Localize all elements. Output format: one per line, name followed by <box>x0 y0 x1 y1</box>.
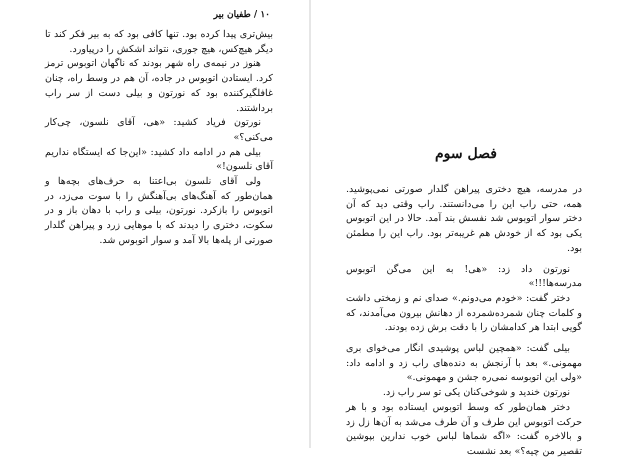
paragraph: بیش‌تری پیدا کرده بود. تنها کافی بود که به بیر فکر کند تا دیگر هیچ‌کس، هیچ جوری، نتواند اشکش را درپیاورد. <box>45 29 273 55</box>
right-page <box>311 0 621 457</box>
left-page-body <box>45 28 273 249</box>
paragraph: در مدرسه، هیچ دختری پیراهن گلدار صورتی نمی‌پوشید. همه، حتی راب این را می‌دانستند. راب وقتی دید که آن دختر سوار اتوبوس شد نفسش بند آمد. حالا در این اتوبوس یکی بود که از خودش هم غریبه‌تر بود. راب این را مطمئن بود. <box>346 184 582 254</box>
paragraph: دختر همان‌طور که وسط اتوبوس ایستاده بود و با هر حرکت اتوبوس این طرف و آن طرف می‌شد به آن‌ها زل زد و بالاخره گفت: «اگه شماها لباس خوب ندارین بپوشین تقصیر من چیه؟» بعد نشست <box>346 401 582 457</box>
header-text: ۱۰ / طفیان بیر <box>213 10 270 20</box>
chapter-title: فصل سوم <box>435 146 497 162</box>
left-page <box>0 0 310 448</box>
paragraph: نورتون خندید و شوخی‌کنان یکی تو سر راب زد. <box>382 387 570 399</box>
paragraph: نورتون فریاد کشید: «هی، آقای نلسون، چی‌کار می‌کنی؟» <box>45 117 273 143</box>
paragraph: بیلی هم در ادامه داد کشید: «این‌جا که ایستگاه نداریم آقای نلسون!» <box>45 146 273 173</box>
paragraph: نورتون داد زد: «هی! به این می‌گن اتوبوس مدرسه‌ها!!!» <box>346 263 582 290</box>
right-page-body <box>346 183 582 460</box>
paragraph: دختر گفت: «خودم می‌دونم.» صدای نم و زمختی داشت و کلمات چنان شمرده‌شمرده از دهانش بیرون می‌آمدند، که گویی ابتدا هر کدامشان را با دقت برش زده بودند. <box>346 292 582 334</box>
paragraph: بیلی گفت: «همچین لباس پوشیدی انگار می‌خوای بری مهمونی.» بعد با آرنجش به دنده‌های راب زد و ادامه داد: «ولی این اتوبوسه نمی‌ره جشن و مهمونی.» <box>346 343 582 384</box>
paragraph: هنوز در نیمه‌ی راه شهر بودند که ناگهان اتوبوس ترمز کرد. ایستادن اتوبوس در جاده، آن هم در وسط راه، چنان غافلگیرکننده بود که نورتون و بیلی دست از سر راب برداشتند. <box>45 58 273 114</box>
paragraph: ولی آقای نلسون بی‌اعتنا به حرف‌های بچه‌ها و همان‌طور که آهنگ‌های بی‌آهنگش را با سوت می‌زد، در اتوبوس را بازکرد. نورتون، بیلی و راب با دهان باز و در سکوت، دختری را دیدند که با موهایی زرد و پیراهن گلدار صورتی از پله‌ها بالا آمد و سوار اتوبوس شد. <box>45 176 273 246</box>
